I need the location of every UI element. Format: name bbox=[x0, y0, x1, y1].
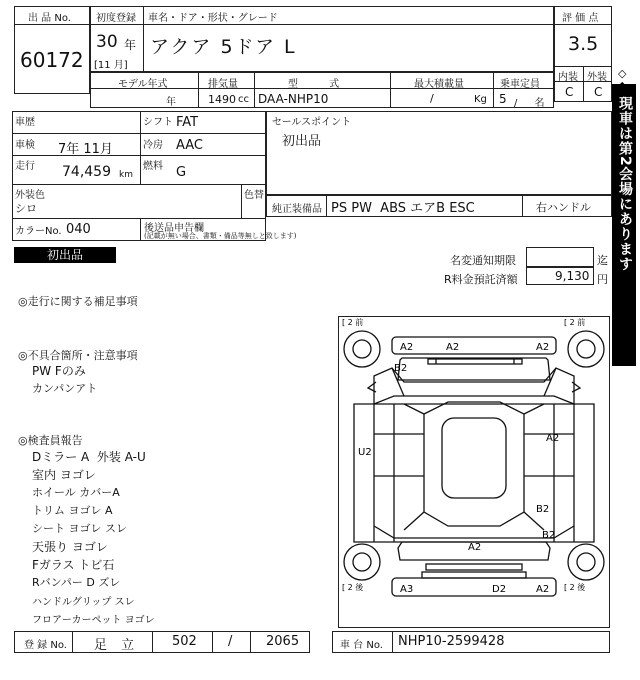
inspector-item: Dミラー A 外装 A-U bbox=[32, 450, 146, 464]
defect-item: PW Fのみ bbox=[32, 364, 86, 378]
displacement-value: 1490 bbox=[208, 93, 236, 106]
sales-point-label: セールスポイント bbox=[272, 117, 352, 128]
history-label: 車歴 bbox=[15, 117, 35, 128]
model-year-label: モデル年式 bbox=[118, 79, 168, 90]
reg-number: 2065 bbox=[266, 634, 300, 649]
side-banner bbox=[612, 84, 636, 366]
name-change-unit: 迄 bbox=[597, 254, 608, 267]
max-load-value: / bbox=[430, 92, 434, 105]
inspector-item: ホイール カバーA bbox=[32, 486, 120, 499]
equipment-label: 純正装備品 bbox=[272, 204, 322, 215]
diamond-bottom-icon: ◇◆ bbox=[618, 330, 627, 355]
ac-label: 冷房 bbox=[143, 140, 163, 151]
front-bumper bbox=[392, 337, 556, 354]
ext-color-label: 外装色 bbox=[15, 190, 45, 201]
month-value: [11 月] bbox=[94, 60, 128, 71]
reg-place: 足 立 bbox=[94, 638, 135, 653]
displacement-label: 排気量 bbox=[208, 79, 238, 90]
reg-class: 502 bbox=[172, 634, 197, 649]
defects-header: ◎不具合箇所・注意事項 bbox=[18, 349, 138, 362]
model-year-unit: 年 bbox=[166, 97, 176, 108]
capacity-unit: / 名 bbox=[514, 98, 545, 109]
ac-value: AAC bbox=[176, 138, 203, 153]
sales-point-value: 初出品 bbox=[282, 134, 322, 149]
name-change-box bbox=[526, 247, 594, 267]
interior-grade: C bbox=[565, 85, 574, 99]
name-change-label: 名変通知期限 bbox=[450, 254, 516, 267]
exterior-label: 外装 bbox=[587, 72, 607, 83]
equipment-value: PS PW ABS エアB ESC bbox=[331, 201, 475, 216]
interior-label: 内装 bbox=[558, 72, 578, 83]
displacement-unit: cc bbox=[238, 94, 249, 105]
reg-label: 登 録 No. bbox=[24, 640, 67, 651]
inspector-item: Fガラス トビ石 bbox=[32, 558, 115, 572]
driving-notes-header: ◎走行に関する補足事項 bbox=[18, 295, 138, 308]
mark-front-a2-right: A2 bbox=[536, 342, 550, 353]
exterior-grade: C bbox=[594, 85, 603, 99]
mark-b2-rear1: B2 bbox=[536, 504, 550, 515]
shift-value: FAT bbox=[176, 115, 199, 130]
lot-number: 60172 bbox=[20, 48, 84, 72]
defect-item: カンパンアト bbox=[32, 382, 98, 395]
eval-label: 評 価 点 bbox=[562, 13, 599, 24]
corner-tl: [ 2 前 bbox=[342, 318, 364, 327]
inspector-item: ハンドルグリップ スレ bbox=[32, 597, 135, 608]
max-load-unit: Kg bbox=[474, 94, 487, 105]
inspector-item: 天張り ヨゴレ bbox=[32, 540, 108, 554]
recycle-value: 9,130 bbox=[555, 269, 590, 283]
corner-tr: [ 2 前 bbox=[564, 318, 586, 327]
chassis-label: 車 台 No. bbox=[340, 640, 383, 651]
year-value: 30 bbox=[96, 32, 118, 52]
mark-front-a2-left: A2 bbox=[400, 342, 414, 353]
inspector-header: ◎検査員報告 bbox=[18, 434, 83, 447]
ext-color-value: シロ bbox=[15, 202, 37, 215]
mark-front-a2-mid: A2 bbox=[446, 342, 460, 353]
shift-label: シフト bbox=[143, 117, 173, 128]
wheel-fr bbox=[568, 331, 604, 367]
inspection-value: 7年 11月 bbox=[58, 142, 113, 157]
rear-bumper bbox=[392, 578, 556, 596]
inspection-label: 車検 bbox=[15, 140, 35, 151]
capacity-label: 乗車定員 bbox=[500, 79, 540, 90]
mark-u2: U2 bbox=[358, 447, 372, 458]
mark-a2-side: A2 bbox=[546, 433, 560, 444]
inspector-item: フロアーカーペット ヨゴレ bbox=[32, 615, 155, 626]
wheel-fl bbox=[344, 331, 380, 367]
mark-b2-top: B2 bbox=[394, 363, 408, 374]
wheel-rr bbox=[568, 544, 604, 580]
car-diagram bbox=[338, 316, 610, 628]
post-reg-note: (記載が無い場合、書類・備品等無しと致します) bbox=[144, 232, 297, 240]
type-value: DAA-NHP10 bbox=[258, 92, 329, 106]
color-no-label: カラーNo. bbox=[15, 226, 62, 237]
diamond-top-icon: ◇ bbox=[618, 67, 627, 80]
color-change-label: 色替 bbox=[244, 190, 264, 201]
corner-br: [ 2 後 bbox=[564, 583, 586, 592]
fuel-value: G bbox=[176, 165, 187, 180]
mileage-value: 74,459 bbox=[62, 164, 111, 180]
mileage-label: 走行 bbox=[15, 161, 35, 172]
steering-value: 右ハンドル bbox=[536, 201, 591, 214]
type-label: 型 式 bbox=[288, 79, 340, 90]
recycle-label: R料金預託済額 bbox=[444, 273, 518, 286]
post-reg-label: 後送品申告欄 bbox=[144, 223, 204, 234]
first-listing-badge: 初出品 bbox=[14, 247, 116, 263]
inspector-item: 室内 ヨゴレ bbox=[32, 468, 96, 482]
color-no-value: 040 bbox=[66, 222, 91, 237]
mileage-unit: km bbox=[119, 170, 133, 180]
inspector-item: Rバンパー D ズレ bbox=[32, 576, 121, 589]
max-load-label: 最大積載量 bbox=[414, 79, 464, 90]
wheel-rl bbox=[344, 544, 380, 580]
mark-d2: D2 bbox=[492, 584, 507, 595]
car-name-label: 車名・ドア・形状・グレード bbox=[148, 13, 278, 24]
car-name: アクア 5ドア L bbox=[150, 36, 297, 58]
reg-kana: / bbox=[228, 634, 233, 649]
inspector-item: トリム ヨゴレ A bbox=[32, 504, 113, 517]
mark-a2-bumper: A2 bbox=[536, 584, 550, 595]
corner-bl: [ 2 後 bbox=[342, 583, 364, 592]
inspector-item: シート ヨゴレ スレ bbox=[32, 522, 127, 535]
capacity-value: 5 bbox=[499, 92, 507, 106]
side-banner-text: 現車は第2会場にあります bbox=[617, 96, 633, 272]
lot-label: 出 品 No. bbox=[28, 13, 71, 24]
year-unit: 年 bbox=[124, 38, 137, 52]
recycle-unit: 円 bbox=[597, 273, 608, 286]
chassis-value: NHP10-2599428 bbox=[398, 634, 505, 649]
fuel-label: 燃料 bbox=[143, 161, 163, 172]
first-reg-label: 初度登録 bbox=[96, 13, 136, 24]
mark-a2-rear: A2 bbox=[468, 542, 482, 553]
mark-b2-rear2: B2 bbox=[542, 530, 556, 541]
mark-a3: A3 bbox=[400, 584, 414, 595]
eval-score: 3.5 bbox=[568, 33, 599, 55]
